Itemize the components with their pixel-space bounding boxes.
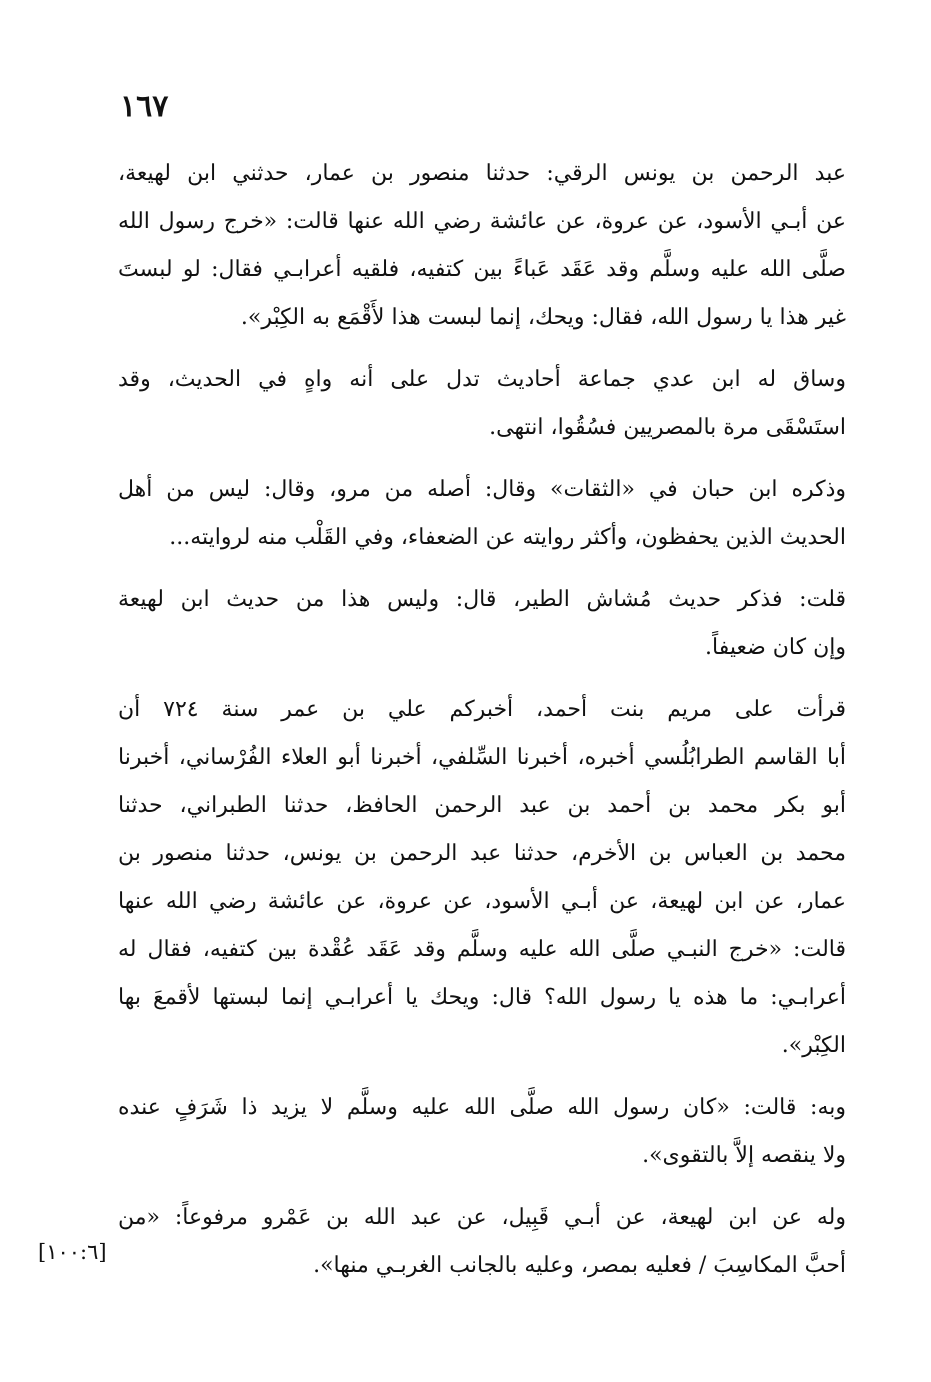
text-line: ولا ينقصه إلاَّ بالتقوى». [642, 1143, 846, 1168]
text-line: أبا القاسم الطرابُلُسي أخبره، أخبرنا السِّلفي، أخبرنا أبو العلاء الفُرْساني، أخبرنا [118, 745, 846, 770]
paragraph-2 [118, 356, 846, 452]
text-line: عبد الرحمن بن يونس الرقي: حدثنا منصور بن عمار، حدثني ابن لهيعة، [118, 161, 846, 186]
text-line: وله عن ابن لهيعة، عن أبـي قَبِيل، عن عبد الله بن عَمْرو مرفوعاً: «من [118, 1205, 846, 1230]
text-line: وذكره ابن حبان في «الثقات» وقال: أصله من مرو، وقال: ليس من أهل [118, 477, 846, 502]
text-line: وساق له ابن عدي جماعة أحاديث تدل على أنه واهٍ في الحديث، وقد [118, 367, 846, 392]
text-line: الكِبْر». [781, 1033, 846, 1058]
text-line: عمار، عن ابن لهيعة، عن أبـي الأسود، عن عروة، عن عائشة رضي الله عنها [118, 889, 846, 914]
paragraph-7 [118, 1194, 846, 1290]
text-line: قالت: «خرج النبـي صلَّى الله عليه وسلَّم وقد عَقَد عُقْدة بين كتفيه، فقال له [118, 937, 846, 962]
text-line: عن أبـي الأسود، عن عروة، عن عائشة رضي الله عنها قالت: «خرج رسول الله [118, 209, 846, 234]
text-line: محمد بن العباس بن الأخرم، حدثنا عبد الرحمن بن يونس، حدثنا منصور بن [118, 841, 846, 866]
page-number: ١٦٧ [120, 89, 169, 124]
text-line: قرأت على مريم بنت أحمد، أخبركم علي بن عمر سنة ٧٢٤ أن [118, 697, 846, 722]
text-line: وإن كان ضعيفاً. [705, 635, 846, 660]
text-line: الحديث الذين يحفظون، وأكثر روايته عن الضعفاء، وفي القَلْب منه لروايته... [169, 525, 846, 550]
text-line: وبه: قالت: «كان رسول الله صلَّى الله عليه وسلَّم لا يزيد ذا شَرَفٍ عنده [118, 1095, 846, 1120]
text-line: غير هذا يا رسول الله، فقال: ويحك، إنما لبست هذا لأَقْمَع به الكِبْر». [240, 305, 846, 330]
text-line: أبو بكر محمد بن أحمد بن عبد الرحمن الحافظ، حدثنا الطبراني، حدثنا [118, 793, 846, 818]
paragraph-1 [118, 150, 846, 342]
paragraph-6 [118, 1084, 846, 1180]
text-line: استَسْقَى مرة بالمصريين فسُقُوا، انتهى. [489, 415, 846, 440]
text-line: أعرابـي: ما هذه يا رسول الله؟ قال: ويحك يا أعرابـي إنما لبستها لأقمعَ بها [118, 985, 846, 1010]
paragraph-5 [118, 686, 846, 1070]
text-body [118, 150, 846, 1304]
paragraph-4 [118, 576, 846, 672]
paragraph-3 [118, 466, 846, 562]
text-line: أحبَّ المكاسِبَ / فعليه بمصر، وعليه بالجانب الغربـي منها». [313, 1253, 846, 1278]
text-line: صلَّى الله عليه وسلَّم وقد عَقَد عَباءً بين كتفيه، فلقيه أعرابـي فقال: لو لبستَ [118, 257, 846, 282]
text-line: قلت: فذكر حديث مُشاش الطير، قال: وليس هذا من حديث ابن لهيعة [118, 587, 846, 612]
margin-reference: [١٠٠:٦] [38, 1240, 107, 1264]
